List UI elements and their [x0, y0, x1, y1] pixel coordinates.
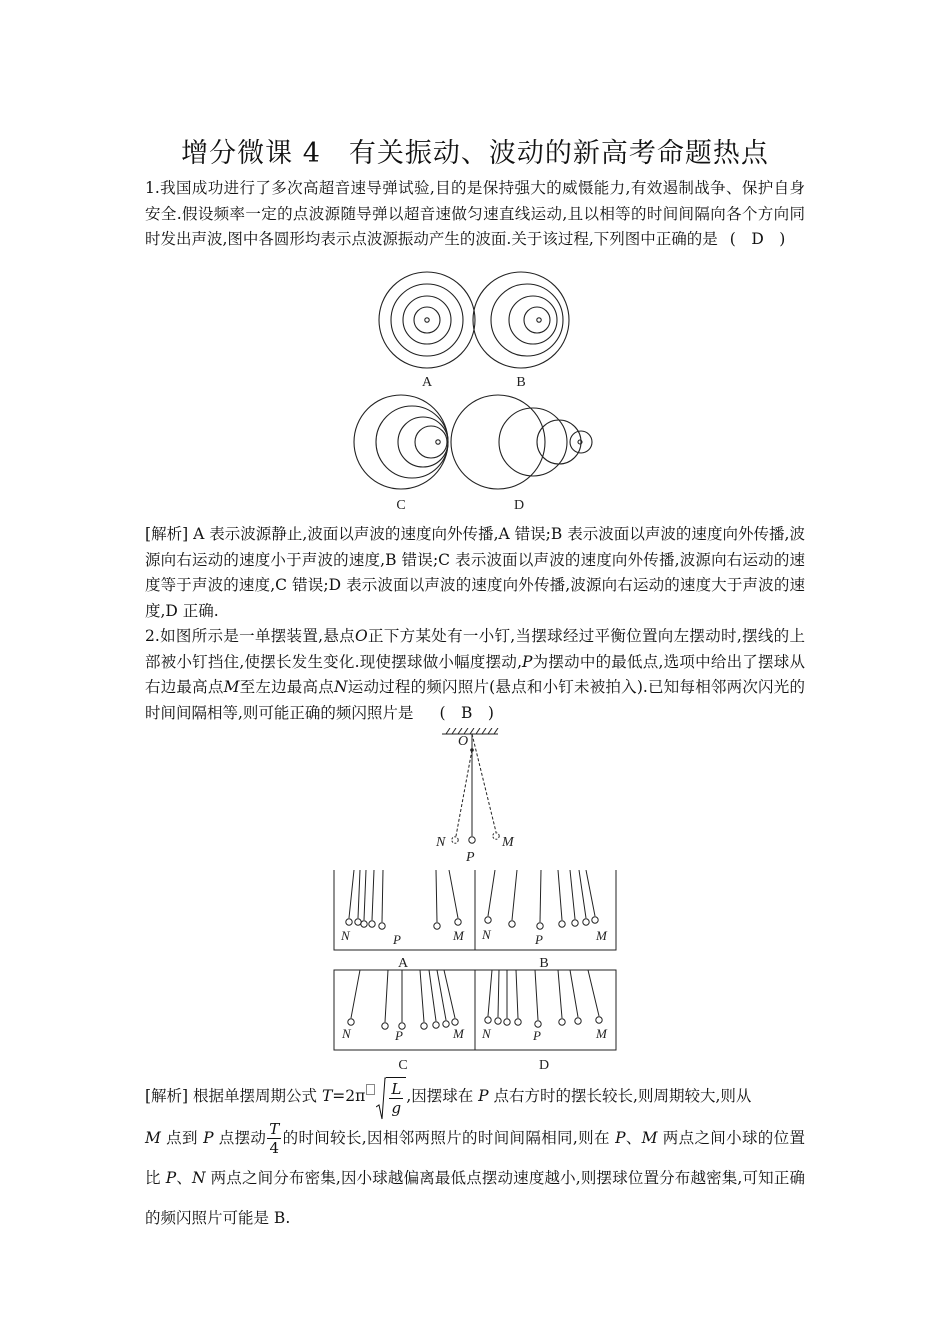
- opt-b-label-n: N: [482, 927, 491, 942]
- q2-analysis-a7: 、: [625, 1128, 642, 1147]
- q2-text-c: 为摆动中的最低点,选项中给出了摆球从右边最高点: [145, 652, 805, 697]
- wavefront-option-d: [451, 395, 592, 489]
- opt-a-label-n: N: [341, 928, 350, 943]
- q2-point-o: O: [355, 627, 368, 645]
- strobe-option-c: [348, 970, 458, 1029]
- formula-t: T: [321, 1087, 333, 1105]
- opt-c-label-p: P: [395, 1028, 403, 1043]
- q2-analysis-p3: P: [615, 1128, 626, 1147]
- q2-point-n: N: [333, 678, 348, 697]
- wavefront-option-c: [354, 395, 448, 489]
- pendulum-figure: [420, 728, 530, 868]
- q2-analysis-a9: 、: [176, 1168, 192, 1187]
- q2-analysis-a4: 点到: [160, 1128, 204, 1147]
- question-1-answer: ( D ): [729, 230, 786, 249]
- q2-analysis-p2: P: [203, 1128, 214, 1147]
- q2-text-e: 运动过程的频闪照片(悬点和小钉未被拍入).已知每相邻两次闪光的时间间隔相等,则可能正确的频闪照片是: [145, 678, 805, 722]
- formula-eq: =2π: [332, 1087, 366, 1105]
- option-label-c: C: [398, 1058, 408, 1073]
- q2-point-m: M: [223, 678, 240, 697]
- q2-analysis-m1: M: [145, 1128, 161, 1147]
- q2-text-b: 正下方某处有一小钉,当摆球经过平衡位置向左摆动时,摆线的上部被小钉挡住,使摆长发生变化.现使摆球做小幅度摆动,: [145, 627, 805, 671]
- q2-text-d: 至左边最高点: [239, 678, 334, 697]
- q2-analysis-m2: M: [641, 1128, 658, 1147]
- q2-analysis-p4: P: [165, 1168, 177, 1187]
- formula-l: L: [391, 1080, 402, 1098]
- q2-analysis-p1: P: [478, 1087, 489, 1105]
- fig2-label-m: M: [502, 835, 514, 850]
- fig1-label-b: B: [516, 375, 526, 390]
- opt-d-label-p: P: [533, 1028, 541, 1043]
- question-2: [145, 624, 805, 726]
- q2-analysis-a2: ,因摆球在: [406, 1087, 479, 1105]
- wavefront-option-b: [473, 272, 569, 368]
- opt-d-label-n: N: [482, 1026, 491, 1041]
- wavefront-figure: [345, 268, 615, 518]
- page-title: 增分微课 4 有关振动、波动的新高考命题热点: [181, 138, 769, 169]
- option-label-b: B: [539, 956, 549, 971]
- opt-c-label-n: N: [342, 1026, 351, 1041]
- placeholder-box-icon: [366, 1084, 375, 1095]
- q2-analysis-a8: 两点之间小球的位置比: [145, 1128, 805, 1187]
- option-label-d: D: [538, 1058, 550, 1073]
- fig2-label-n: N: [436, 835, 446, 850]
- question-1-text: 1.我国成功进行了多次高超音速导弹试验,目的是保持强大的威慑能力,有效遏制战争、保护自身安全.假设频率一定的点波源随导弹以超音速做匀速直线运动,且以相等的时间间隔向各个方向同时发出声波,图中各圆形均表示点波源振动产生的波面.关于该过程,下列图中正确的是: [145, 179, 805, 249]
- question-1-analysis: [解析] A 表示波源静止,波面以声波的速度向外传播,A 错误;B 表示波面以声波的速度向外传播,波源向右运动的速度小于声波的速度,B 错误;C 表示波面以声波的速度向外传播,波源向右运动的速度等于声波的速度,C 错误;D 表示波面以声波的速度向外传播,波源向右运动的速度大于声波的速度,D 正确.: [145, 525, 805, 620]
- fig2-label-p: P: [466, 850, 475, 865]
- fig1-label-c: C: [396, 498, 406, 513]
- fraction-t-over-4: [267, 1120, 281, 1157]
- opt-a-label-m: M: [453, 928, 464, 943]
- wavefront-option-a: [379, 272, 475, 368]
- strobe-options-figure: [330, 870, 620, 1076]
- strobe-option-b: [485, 870, 598, 929]
- q2-analysis-a5: 点摆动: [213, 1128, 267, 1147]
- q2-analysis-a3: 点右方时的摆长较长,则周期较大,则从: [488, 1087, 752, 1105]
- opt-c-label-m: M: [453, 1026, 464, 1041]
- question-2-answer: ( B ): [439, 703, 494, 722]
- fig1-label-d: D: [513, 498, 525, 513]
- fraction-t: T: [269, 1120, 280, 1138]
- formula-g: g: [391, 1099, 402, 1117]
- question-2-analysis: [145, 1076, 805, 1238]
- q2-point-p: P: [522, 652, 533, 671]
- opt-a-label-p: P: [393, 932, 401, 947]
- q2-analysis-a10: 两点之间分布密集,因小球越偏离最低点摆动速度越小,则摆球位置分布越密集,可知正确的频闪照片可能是 B.: [145, 1168, 805, 1227]
- sqrt-icon: [376, 1077, 406, 1118]
- q2-analysis-n1: N: [192, 1168, 206, 1187]
- strobe-option-d: [485, 970, 602, 1027]
- opt-b-label-m: M: [596, 928, 607, 943]
- opt-d-label-m: M: [596, 1026, 607, 1041]
- option-label-a: A: [397, 956, 409, 971]
- opt-b-label-p: P: [535, 932, 543, 947]
- fraction-4: 4: [269, 1139, 280, 1157]
- q2-analysis-a1: [解析] 根据单摆周期公式: [145, 1087, 322, 1105]
- q2-analysis-a6: 的时间较长,因相邻两照片的时间间隔相同,则在: [282, 1128, 616, 1147]
- fig2-label-o: O: [458, 734, 469, 749]
- fig1-label-a: A: [421, 375, 433, 390]
- strobe-option-a: [346, 870, 461, 929]
- question-1: [145, 176, 805, 253]
- q2-text-a: 2.如图所示是一单摆装置,悬点: [145, 627, 356, 645]
